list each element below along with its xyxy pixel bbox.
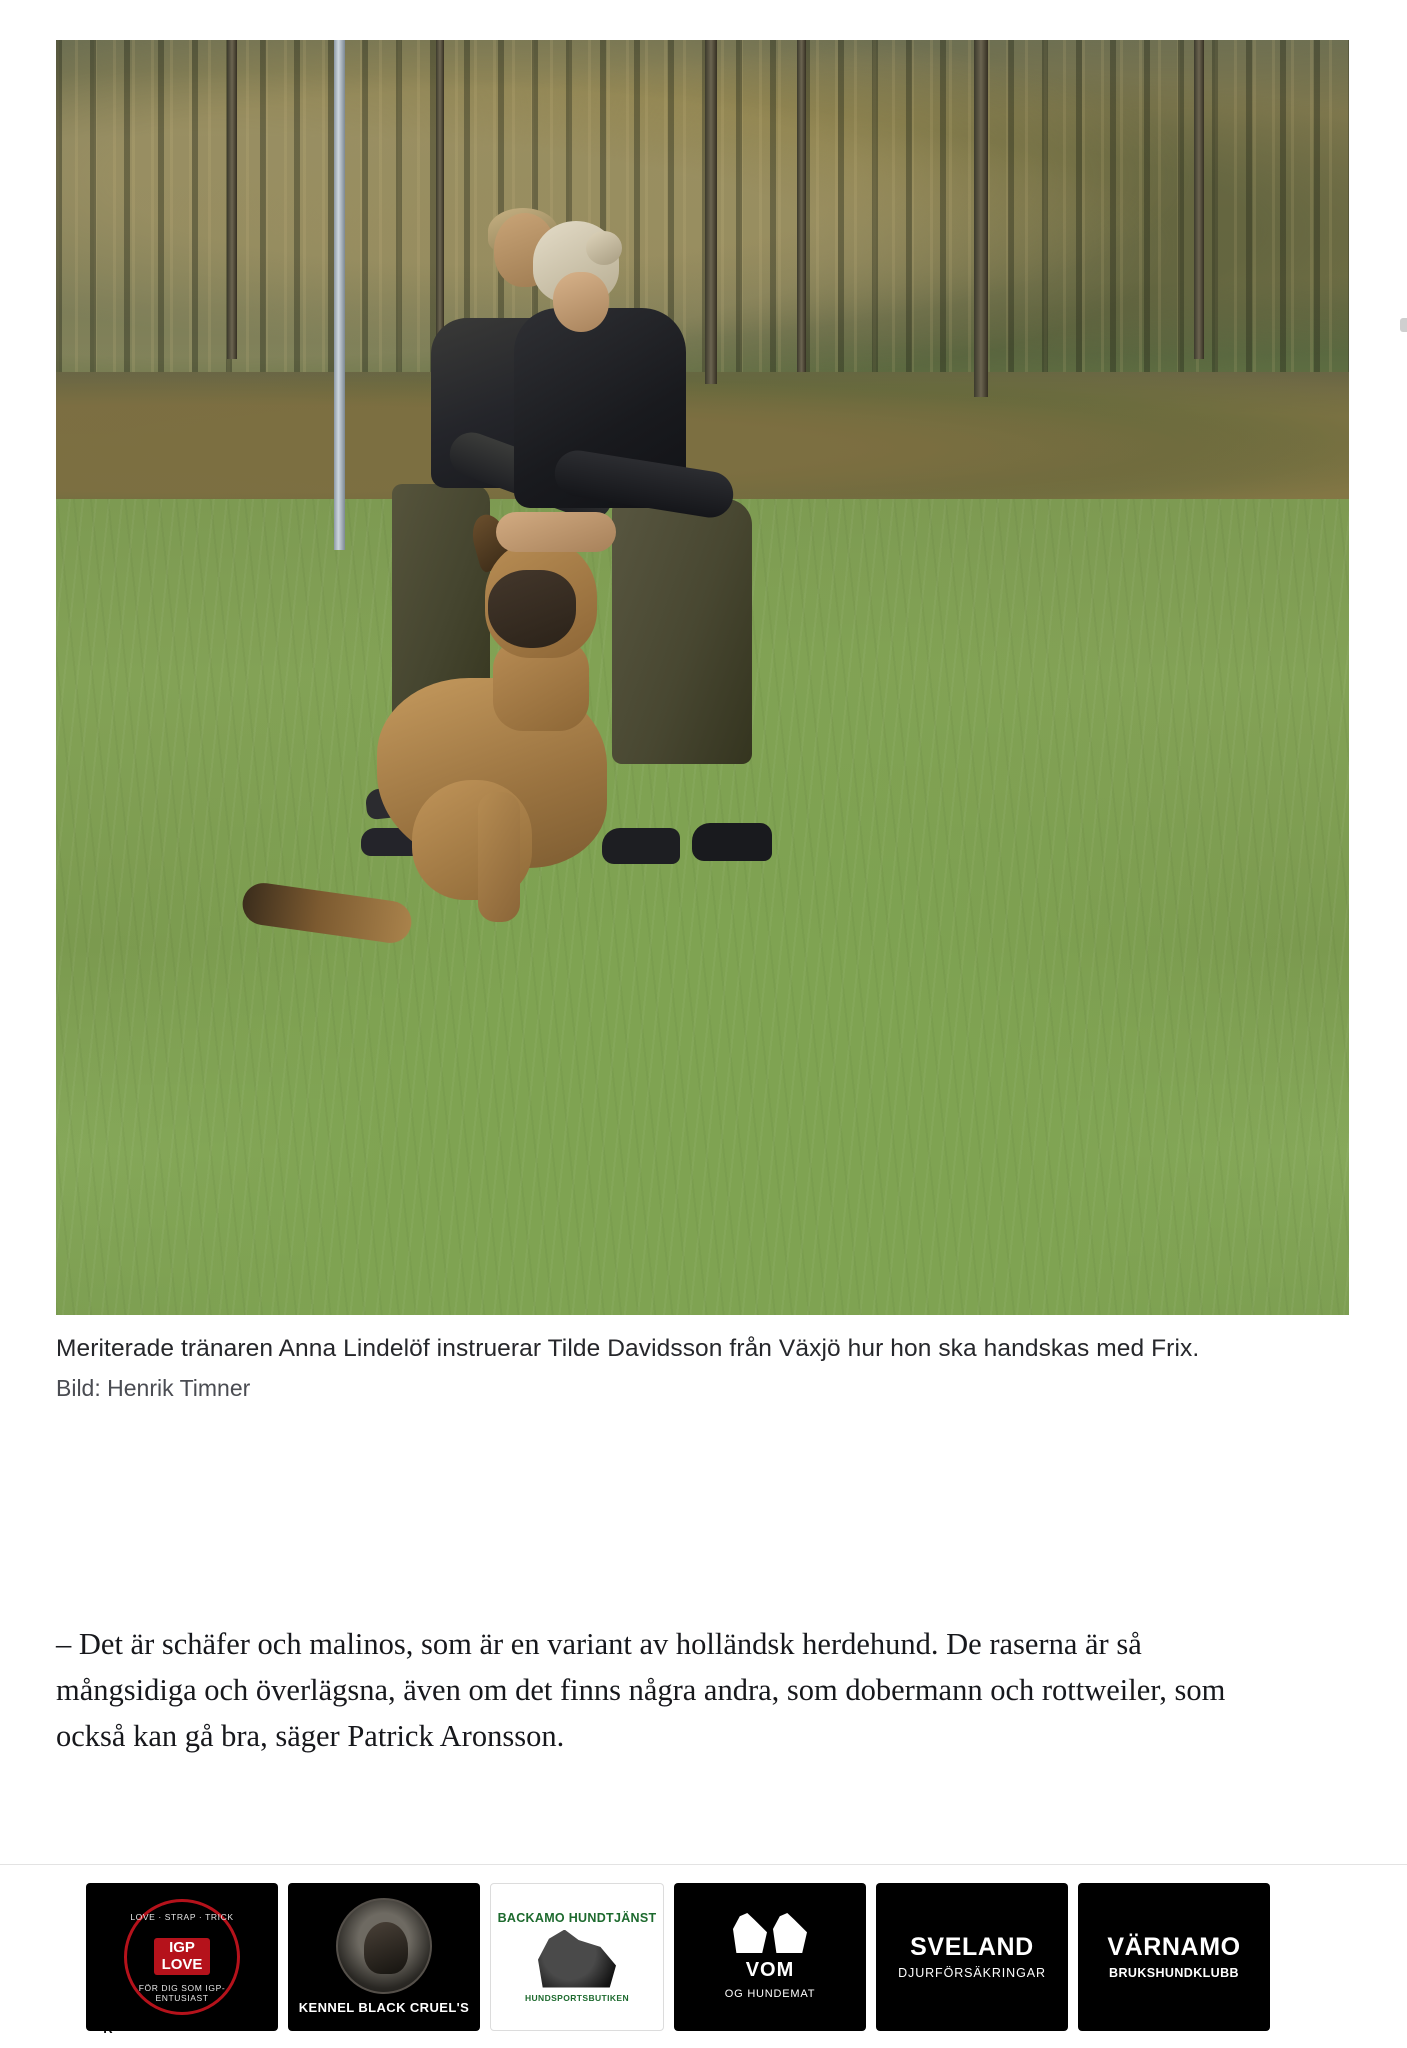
sveland-title: SVELAND (910, 1933, 1034, 1961)
backamo-top-text: BACKAMO HUNDTJÄNST (497, 1910, 657, 1925)
vom-title: VOM (745, 1959, 795, 1981)
dog-silhouette-icon (538, 1930, 616, 1988)
photo-caption: Meriterade tränaren Anna Lindelöf instruerar Tilde Davidsson från Växjö hur hon ska handskas med Frix. (56, 1335, 1200, 1362)
sponsor-logo-igp-love[interactable] (86, 1883, 278, 2031)
photo-light-pole (334, 40, 345, 550)
dog-silhouette-icon (733, 1913, 767, 1953)
photo-person-handler-face (553, 272, 609, 332)
igp-ring-icon (124, 1899, 240, 2015)
photo-tree-trunk (1194, 40, 1204, 359)
photo-tree-trunk (974, 40, 988, 397)
sponsor-logo-vom-og-hundemat[interactable] (674, 1883, 866, 2031)
vom-dogs-icon (733, 1913, 807, 1953)
photo-tree-trunk (705, 40, 717, 384)
sponsor-bar (0, 1864, 1407, 2048)
article-paragraph: – Det är schäfer och malinos, som är en variant av holländsk herdehund. De raserna är så mångsidiga och överlägsna, även om det finns några andra, som dobermann och rottweiler, som också kan gå bra, säger Patrick Aronsson. (56, 1626, 1226, 1754)
igp-badge-line2: LOVE (161, 1955, 203, 1973)
igp-top-text: LOVE · STRAP · TRICK (130, 1911, 234, 1922)
photo-tree-trunk (797, 40, 806, 372)
photo-hands-on-dog (496, 512, 616, 552)
photo-person-handler-shoe (602, 828, 680, 864)
photo-person-handler-shoe (692, 823, 772, 861)
dog-silhouette-icon (773, 1913, 807, 1953)
varnamo-title: VÄRNAMO (1107, 1933, 1241, 1961)
photo-credit: Bild: Henrik Timner (56, 1374, 251, 1401)
varnamo-subtitle: BRUKSHUNDKLUBB (1109, 1966, 1239, 1980)
photo-person-handler-legs (612, 499, 752, 764)
article-figure (56, 40, 1349, 1404)
photo-tree-trunk (227, 40, 237, 359)
vom-inner (725, 1913, 815, 2000)
page-scrollbar-thumb[interactable] (1400, 318, 1407, 332)
photo-dog-front-leg (478, 792, 520, 922)
sponsor-logo-kennel-black-cruels[interactable] (288, 1883, 480, 2031)
vom-subtitle: OG HUNDEMAT (724, 1988, 816, 2000)
photo-background-forest (56, 40, 1349, 384)
dog-head-icon (336, 1898, 432, 1994)
sponsor-logo-sveland[interactable] (876, 1883, 1068, 2031)
kennel-caption: KENNEL BLACK CRUEL'S (298, 2000, 470, 2015)
backamo-inner (498, 1911, 657, 2003)
sponsor-logo-backamo-hundtjanst[interactable] (490, 1883, 664, 2031)
igp-bottom-text: FÖR DIG SOM IGP-ENTUSIAST (138, 1982, 226, 2003)
article-photo (56, 40, 1349, 1315)
sveland-subtitle: DJURFÖRSÄKRINGAR (898, 1966, 1046, 1980)
photo-dog-face-mask (488, 570, 576, 648)
igp-badge-line1: IGP (169, 1939, 195, 1956)
sponsor-logo-varnamo-brukshundklubb[interactable] (1078, 1883, 1270, 2031)
backamo-bottom-text: HUNDSPORTSBUTIKEN (524, 1992, 630, 2003)
igp-badge (154, 1938, 211, 1975)
photo-tree-trunk (436, 40, 444, 346)
